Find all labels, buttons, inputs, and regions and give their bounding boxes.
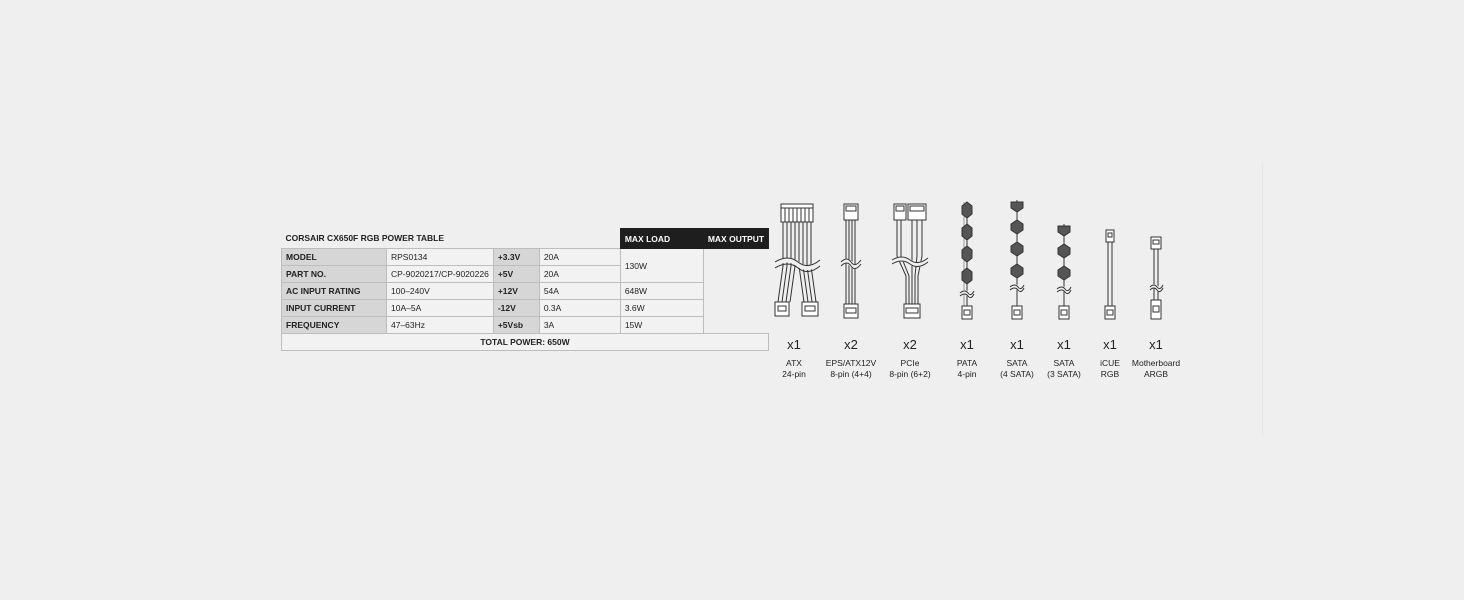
combined-output-value: 130W [620, 249, 703, 283]
section-divider [1262, 163, 1263, 436]
cable-name-line1: iCUE [1100, 358, 1120, 368]
cable-qty: x1 [1103, 337, 1117, 352]
cable-qty: x2 [844, 337, 858, 352]
max-output-value: 15W [620, 317, 703, 334]
row-label: FREQUENCY [282, 317, 387, 334]
max-load-value: 0.3A [539, 300, 620, 317]
row-label: AC INPUT RATING [282, 283, 387, 300]
cable-name-line1: EPS/ATX12V [825, 358, 877, 368]
row-value: 10A–5A [387, 300, 494, 317]
row-value: CP-9020217/CP-9020226 [387, 266, 494, 283]
table-row [282, 249, 769, 266]
cable-qty: x1 [1010, 337, 1024, 352]
cable-qty: x1 [787, 337, 801, 352]
row-value: 47–63Hz [387, 317, 494, 334]
cable-list [760, 196, 1200, 386]
max-load-header: MAX LOAD [620, 229, 703, 249]
atx-cable-icon [764, 196, 824, 324]
rail-label: +12V [493, 283, 539, 300]
cable-name-line2: 24-pin [782, 369, 806, 379]
table-title-row [282, 229, 769, 249]
cable-name-line2: (3 SATA) [1047, 369, 1081, 379]
total-power: TOTAL POWER: 650W [282, 334, 769, 351]
sata-4-cable-icon [1002, 196, 1032, 324]
cable-name-line2: 8-pin (4+4) [830, 369, 872, 379]
max-output-value: 648W [620, 283, 703, 300]
cable-qty: x1 [1057, 337, 1071, 352]
rail-label: +3.3V [493, 249, 539, 266]
row-label: INPUT CURRENT [282, 300, 387, 317]
eps-cable-icon [831, 196, 871, 324]
rail-label: +5Vsb [493, 317, 539, 334]
cable-name-line1: SATA [1006, 358, 1028, 368]
table-row [282, 317, 769, 334]
total-row [282, 334, 769, 351]
max-load-value: 20A [539, 249, 620, 266]
row-value: 100–240V [387, 283, 494, 300]
table-title: CORSAIR CX650F RGB POWER TABLE [285, 233, 445, 244]
table-row [282, 283, 769, 300]
cable-name-line2: ARGB [1143, 369, 1169, 379]
power-table [281, 228, 769, 351]
cable-qty: x2 [903, 337, 917, 352]
rail-label: -12V [493, 300, 539, 317]
cable-name-line2: (4 SATA) [1000, 369, 1034, 379]
argb-cable-icon [1141, 196, 1171, 324]
cable-name-line2: RGB [1100, 369, 1120, 379]
pcie-cable-icon [888, 196, 932, 324]
cable-qty: x1 [960, 337, 974, 352]
cable-name [1121, 358, 1191, 380]
max-output-value: 3.6W [620, 300, 703, 317]
cable-name-line2: 8-pin (6+2) [889, 369, 931, 379]
row-value: RPS0134 [387, 249, 494, 266]
cable-motherboard-argb [1121, 196, 1191, 379]
max-load-value: 3A [539, 317, 620, 334]
pata-cable-icon [952, 196, 982, 324]
row-label: PART NO. [282, 266, 387, 283]
cable-qty: x1 [1149, 337, 1163, 352]
max-output-header: MAX OUTPUT [703, 229, 768, 249]
rail-label: +5V [493, 266, 539, 283]
cable-name-line1: SATA [1053, 358, 1075, 368]
cable-name-line1: PCIe [900, 358, 920, 368]
table-row [282, 300, 769, 317]
row-label: MODEL [282, 249, 387, 266]
max-load-value: 54A [539, 283, 620, 300]
max-load-value: 20A [539, 266, 620, 283]
cable-name-line1: ATX [786, 358, 802, 368]
cable-name-line1: PATA [956, 358, 978, 368]
cable-name-line1: Motherboard [1131, 358, 1181, 368]
cable-name-line2: 4-pin [957, 369, 977, 379]
